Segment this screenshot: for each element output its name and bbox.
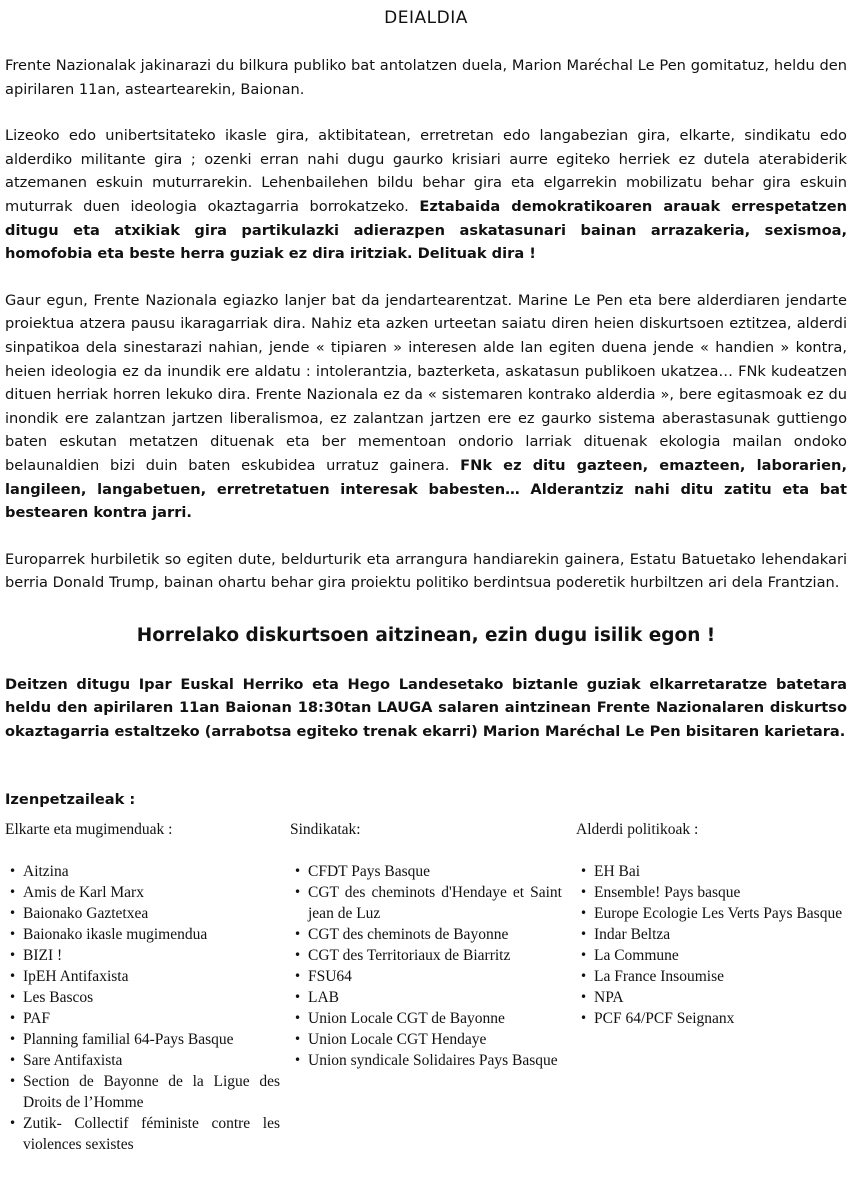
signer-list-item: • La France Insoumise [576,966,848,987]
signer-list-item: • FSU64 [290,966,562,987]
paragraph-danger-bold: FNk ez ditu gazteen, emazteen, laborarien, langileen, langabetuen, erretretatuen interesak babesten… Alderantziz nahi ditu zatitu eta bat bestearen kontra jarri. [5,456,847,522]
paragraph-mobilization-text: Lizeoko edo unibertsitateko ikasle gira, aktibitatean, erretretan edo langabezian gira, elkarte, sindikatu edo alderdiko militante gira ; ozenki erran nahi dugu gaurko krisiari aurre egiteko herriek ez dutela aterabiderik atzemanen eskuin muturrarekin. Lehenbailehen bildu behar gira eta elgarrekin mobilizatu behar gira eskuin muturrak duen ideologia okaztagarria borrokatzeko. [5,127,847,215]
section-heading: Horrelako diskurtsoen aitzinean, ezin dugu isilik egon ! [136,624,716,646]
signer-list-item: • CGT des cheminots de Bayonne [290,924,562,945]
document-title: DEIALDIA [384,8,468,28]
signers-list-parties [576,861,848,1029]
column-title-associations: Elkarte eta mugimenduak : [5,821,173,839]
signer-list-item: • Zutik- Collectif féministe contre les violences sexistes [5,1113,280,1155]
signer-list-item: • Aitzina [5,861,280,882]
signer-list-item: • Les Bascos [5,987,280,1008]
signer-list-item: • CGT des Territoriaux de Biarritz [290,945,562,966]
call-to-action: Deitzen ditugu Ipar Euskal Herriko eta Hego Landesetako biztanle guziak elkarretaratze batetara heldu den apirilaren 11an Baionan 18:30tan LAUGA salaren aintzinean Frente Nazionalaren diskurtso okaztagarria estaltzeko (arrabotsa egiteko trenak ekarri) Marion Maréchal Le Pen bisitaren karietara. [5,675,847,741]
signer-list-item: • Sare Antifaxista [5,1050,280,1071]
signers-column-unions [290,819,562,1071]
column-title-unions: Sindikatak: [290,821,361,839]
column-title-parties: Alderdi politikoak : [576,821,699,839]
signer-list-item: • Union Locale CGT de Bayonne [290,1008,562,1029]
signer-list-item: • NPA [576,987,848,1008]
signers-title: Izenpetzaileak : [5,790,136,808]
paragraph-mobilization-bold: Eztabaida demokratikoaren arauak errespetatzen ditugu eta atxikiak gira partikulazki adierazpen askatasunari bainan arrazakeria, sexismoa, homofobia eta beste herra guziak ez dira iritziak. Delituak dira ! [5,197,847,263]
signer-list-item: • IpEH Antifaxista [5,966,280,987]
signer-list-item: • Section de Bayonne de la Ligue des Droits de l’Homme [5,1071,280,1113]
paragraph-danger [5,289,847,525]
signers-column-parties [576,819,848,1029]
signer-list-item: • Union Locale CGT Hendaye [290,1029,562,1050]
signer-list-item: • PCF 64/PCF Seignanx [576,1008,848,1029]
signers-columns [5,819,847,1179]
paragraph-announcement: Frente Nazionalak jakinarazi du bilkura publiko bat antolatzen duela, Marion Maréchal Le Pen gomitatuz, heldu den apirilaren 11an, asteartearekin, Baionan. [5,57,847,98]
signer-list-item: • Indar Beltza [576,924,848,945]
signer-list-item: • Ensemble! Pays basque [576,882,848,903]
signer-list-item: • Amis de Karl Marx [5,882,280,903]
signer-list-item: • Baionako ikasle mugimendua [5,924,280,945]
signer-list-item: • LAB [290,987,562,1008]
paragraph-europe: Europarrek hurbiletik so egiten dute, beldurturik eta arrangura handiarekin gainera, Estatu Batuetako lehendakari berria Donald Trump, bainan ohartu behar gira proiektu politiko berdintsua poderetik hurbiltzen ari dela Frantzian. [5,550,847,592]
signers-list-unions [290,861,562,1071]
paragraph-danger-text: Gaur egun, Frente Nazionala egiazko lanjer bat da jendartearentzat. Marine Le Pen eta bere alderdiaren jendarte proiektua atzera pausu ikaragarriak dira. Nahiz eta azken urteetan saiatu diren heien diskurtsoen eztitzea, alderdi sinpatikoa dela sinestarazi nahian, jende « tipiaren » interesen alde lan egiten duena jende « handien » kontra, heien ideologia ez da inundik ere aldatu : intolerantzia, bazterketa, askatasun publikoen ukatzea… FNk kudeatzen dituen herriak horren lekuko dira. Frente Nazionala ez da « sistemaren kontrako alderdia », bere egitasmoak ez du inondik ere zalantzan jartzen liberalismoa, ez zalantzan jartzen ere ez gaurko sistema aberastasunak guttiengo baten eskutan metatzen dituenak eta ber mementoan ondorio larriak dituenak ekologia mailan ondoko belaunaldien bizi duin baten eskubidea urratuz gainera. [5,291,847,474]
signer-list-item: • Planning familial 64-Pays Basque [5,1029,280,1050]
signer-list-item: • EH Bai [576,861,848,882]
signer-list-item: • CFDT Pays Basque [290,861,562,882]
signer-list-item: • Europe Ecologie Les Verts Pays Basque [576,903,848,924]
signers-list-associations [5,861,280,1155]
signers-column-associations [5,819,280,1155]
signer-list-item: • Union syndicale Solidaires Pays Basque [290,1050,562,1071]
signer-list-item: • La Commune [576,945,848,966]
signer-list-item: • Baionako Gaztetxea [5,903,280,924]
signer-list-item: • BIZI ! [5,945,280,966]
signer-list-item: • PAF [5,1008,280,1029]
paragraph-mobilization [5,124,847,266]
signer-list-item: • CGT des cheminots d'Hendaye et Saint jean de Luz [290,882,562,924]
